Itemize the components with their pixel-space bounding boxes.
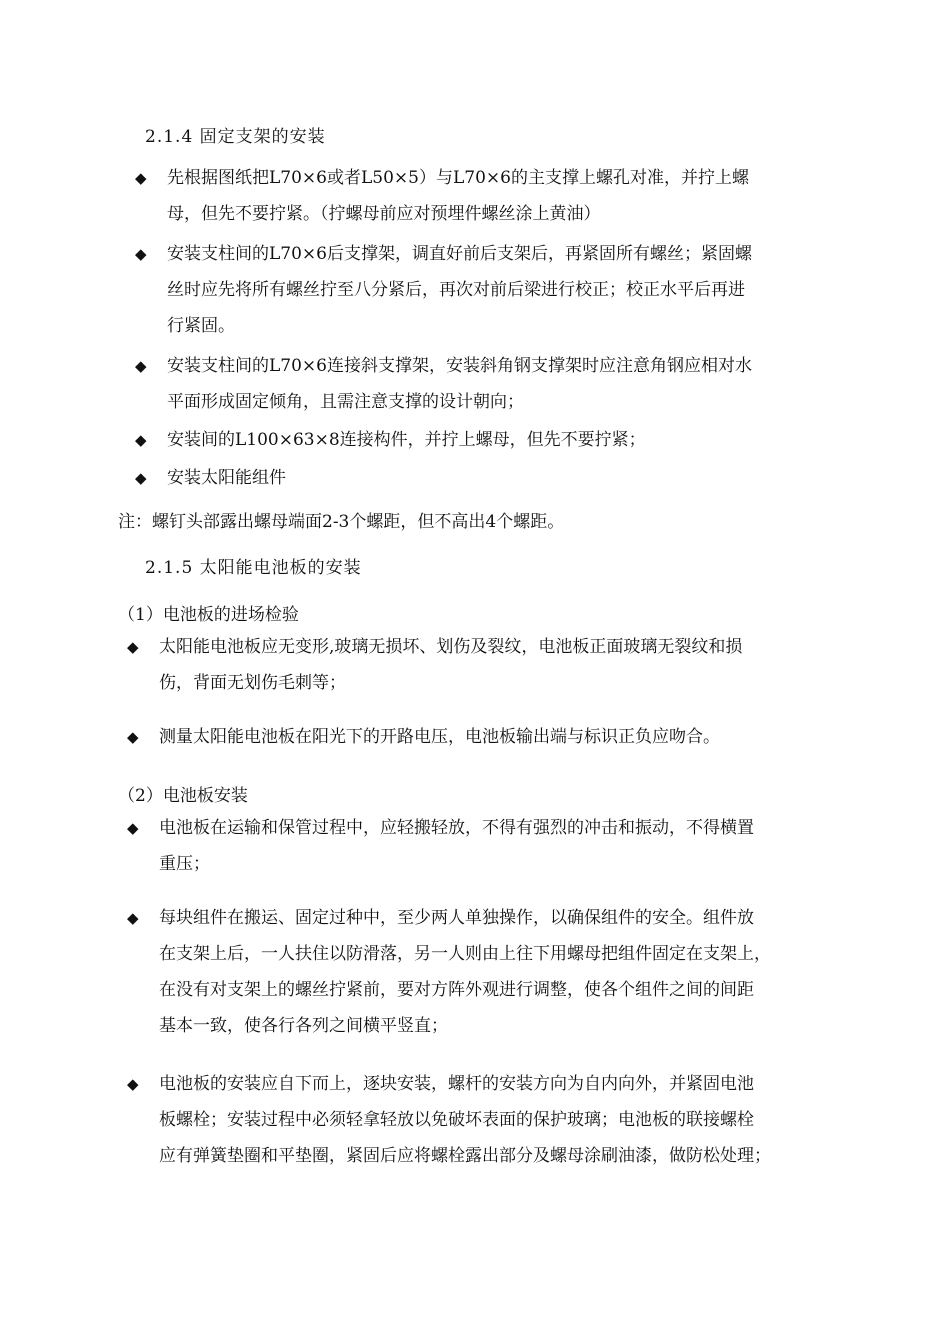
list-item-text: 太阳能电池板应无变形,玻璃无损坏、划伤及裂纹，电池板正面玻璃无裂纹和损 伤，背面无划伤毛刺等；: [159, 637, 743, 693]
diamond-bullet-icon: ◆: [127, 728, 139, 746]
diamond-bullet-icon: ◆: [127, 819, 139, 837]
diamond-bullet-icon: ◆: [135, 245, 147, 263]
subheading-inspection: （1）电池板的进场检验: [118, 605, 299, 625]
diamond-bullet-icon: ◆: [127, 638, 139, 656]
list-item-text: 安装支柱间的L70×6连接斜支撑架，安装斜角钢支撑架时应注意角钢应相对水 平面形成固定倾角，且需注意支撑的设计朝向；: [167, 356, 752, 412]
subheading-installation: （2）电池板安装: [118, 786, 248, 806]
list-item-text: 先根据图纸把L70×6或者L50×5）与L70×6的主支撑上螺孔对准，并拧上螺 母，但先不要拧紧。（拧螺母前应对预埋件螺丝涂上黄油）: [167, 168, 749, 224]
note-text: 注：螺钉头部露出螺母端面2-3个螺距，但不高出4个螺距。: [118, 512, 565, 532]
diamond-bullet-icon: ◆: [135, 357, 147, 375]
list-item-text: 测量太阳能电池板在阳光下的开路电压，电池板输出端与标识正负应吻合。: [159, 727, 720, 747]
diamond-bullet-icon: ◆: [135, 469, 147, 487]
list-item-text: 电池板的安装应自下而上，逐块安装，螺杆的安装方向为自内向外，并紧固电池 板螺栓；安装过程中必须轻拿轻放以免破坏表面的保护玻璃；电池板的联接螺栓 应有弹簧垫圈和平垫圈，紧固后应将螺栓露出部分及螺母涂刷油漆，做防松处理；: [159, 1074, 771, 1166]
diamond-bullet-icon: ◆: [135, 431, 147, 449]
list-item-text: 安装支柱间的L70×6后支撑架，调直好前后支架后，再紧固所有螺丝；紧固螺 丝时应先将所有螺丝拧至八分紧后，再次对前后梁进行校正；校正水平后再进 行紧固。: [167, 244, 752, 336]
list-item-text: 安装间的L100×63×8连接构件，并拧上螺母，但先不要拧紧；: [167, 430, 646, 450]
diamond-bullet-icon: ◆: [127, 1075, 139, 1093]
diamond-bullet-icon: ◆: [127, 909, 139, 927]
section-heading-2-1-5: 2.1.5 太阳能电池板的安装: [145, 558, 362, 578]
list-item-text: 安装太阳能组件: [167, 468, 286, 488]
list-item-text: 电池板在运输和保管过程中，应轻搬轻放，不得有强烈的冲击和振动，不得横置 重压；: [159, 818, 754, 874]
diamond-bullet-icon: ◆: [135, 169, 147, 187]
list-item-text: 每块组件在搬运、固定过种中，至少两人单独操作，以确保组件的安全。组件放 在支架上后，一人扶住以防滑落，另一人则由上往下用螺母把组件固定在支架上， 在没有对支架上的螺丝拧紧前，要对方阵外观进行调整，使各个组件之间的间距 基本一致，使各行各列之间横平竖直；: [159, 908, 771, 1036]
section-heading-2-1-4: 2.1.4 固定支架的安装: [145, 127, 326, 147]
